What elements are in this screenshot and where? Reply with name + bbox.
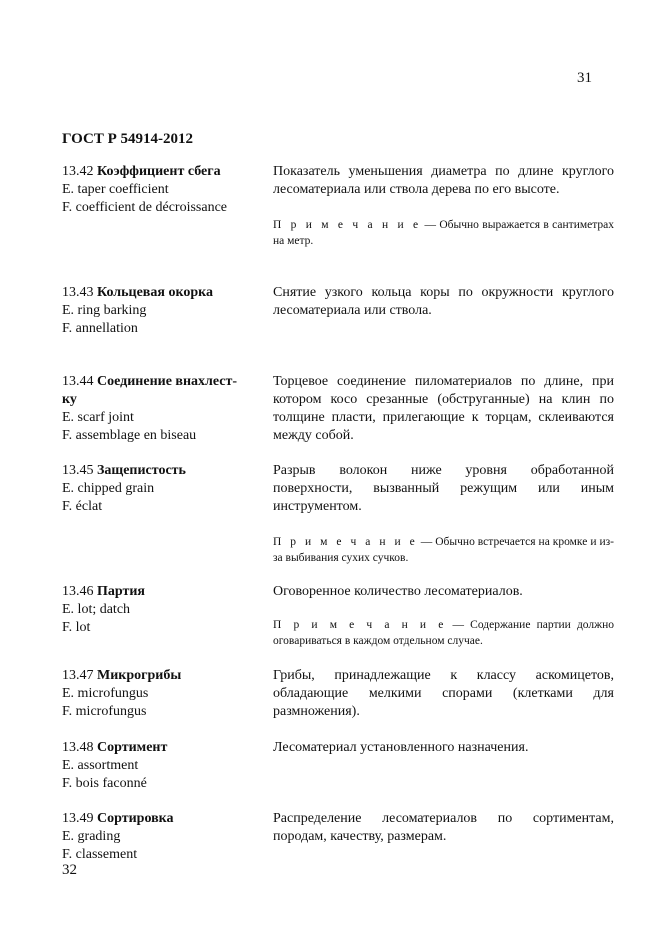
- term-number: 13.45: [62, 463, 94, 478]
- note-label: П р и м е ч а н и е: [273, 536, 418, 548]
- definition-column: [273, 810, 614, 846]
- term-column: [62, 373, 262, 445]
- note-text: — Содержание партии должно оговариваться в каждом отдельном случае.: [273, 619, 614, 647]
- term-definition: Показатель уменьшения диаметра по длине круглого лесоматериала или ствола дерева по его высоте.: [273, 164, 614, 197]
- term-number: 13.44: [62, 374, 94, 389]
- document-header: ГОСТ Р 54914-2012: [62, 131, 194, 147]
- term-note: [273, 534, 614, 566]
- term-ru: Кольцевая окорка: [97, 285, 213, 300]
- term-ru: Микрогрибы: [97, 668, 182, 683]
- term-ru: Партия: [97, 584, 146, 599]
- note-label: П р и м е ч а н и е: [273, 619, 447, 631]
- term-ru-continuation: ку: [62, 392, 77, 407]
- term-en: E. grading: [62, 829, 121, 844]
- term-ru: Сортимент: [97, 740, 168, 755]
- note-label: П р и м е ч а н и е: [273, 219, 422, 231]
- term-number: 13.47: [62, 668, 94, 683]
- term-definition: Лесоматериал установленного назначения.: [273, 740, 529, 755]
- page-number-top: 31: [577, 70, 592, 86]
- term-ru: Защепистость: [97, 463, 186, 478]
- term-definition: Оговоренное количество лесоматериалов.: [273, 584, 523, 599]
- term-fr: F. bois faconné: [62, 776, 147, 791]
- term-column: [62, 163, 262, 217]
- term-note: [273, 217, 614, 249]
- term-en: E. lot; datch: [62, 602, 131, 617]
- term-column: [62, 810, 262, 864]
- term-definition: Торцевое соединение пиломатериалов по длине, при котором косо срезанные (обструганные) на клин по толщине пласти, прилегающие к торцам, склеиваются между собой.: [273, 374, 614, 443]
- definition-column: [273, 163, 614, 249]
- term-en: E. microfungus: [62, 686, 149, 701]
- definition-column: [273, 373, 614, 445]
- note-text: — Обычно встречается на кромке и из-за выбивания сухих сучков.: [273, 536, 614, 564]
- term-ru: Коэффициент сбега: [97, 164, 221, 179]
- term-en: E. assortment: [62, 758, 139, 773]
- definition-column: [273, 667, 614, 721]
- term-fr: F. lot: [62, 620, 91, 635]
- term-fr: F. classement: [62, 847, 138, 862]
- term-number: 13.43: [62, 285, 94, 300]
- term-en: E. ring barking: [62, 303, 147, 318]
- term-definition: Разрыв волокон ниже уровня обработанной поверхности, вызванный режущим или иным инструментом.: [273, 463, 614, 514]
- term-definition: Распределение лесоматериалов по сортиментам, породам, качеству, размерам.: [273, 811, 614, 844]
- term-en: E. chipped grain: [62, 481, 155, 496]
- term-column: [62, 284, 262, 338]
- term-fr: F. annellation: [62, 321, 138, 336]
- term-fr: F. microfungus: [62, 704, 147, 719]
- term-ru: Сортировка: [97, 811, 174, 826]
- term-number: 13.42: [62, 164, 94, 179]
- term-column: [62, 739, 262, 793]
- term-fr: F. coefficient de décroissance: [62, 200, 227, 215]
- term-note: [273, 617, 614, 649]
- term-ru: Соединение внахлест-: [97, 374, 238, 389]
- definition-column: [273, 583, 614, 649]
- term-number: 13.48: [62, 740, 94, 755]
- term-en: E. scarf joint: [62, 410, 134, 425]
- term-column: [62, 667, 262, 721]
- term-definition: Грибы, принадлежащие к классу аскомицетов, обладающие мелкими спорами (клетками для размножения).: [273, 668, 614, 719]
- term-fr: F. éclat: [62, 499, 103, 514]
- definition-column: [273, 284, 614, 320]
- note-text: — Обычно выражается в сантиметрах на метр.: [273, 219, 614, 247]
- definition-column: [273, 462, 614, 566]
- term-en: E. taper coefficient: [62, 182, 169, 197]
- term-column: [62, 583, 262, 637]
- term-definition: Снятие узкого кольца коры по окружности круглого лесоматериала или ствола.: [273, 285, 614, 318]
- term-number: 13.46: [62, 584, 94, 599]
- definition-column: [273, 739, 614, 757]
- page-number-bottom: 32: [62, 862, 77, 878]
- term-number: 13.49: [62, 811, 94, 826]
- term-fr: F. assemblage en biseau: [62, 428, 197, 443]
- term-column: [62, 462, 262, 516]
